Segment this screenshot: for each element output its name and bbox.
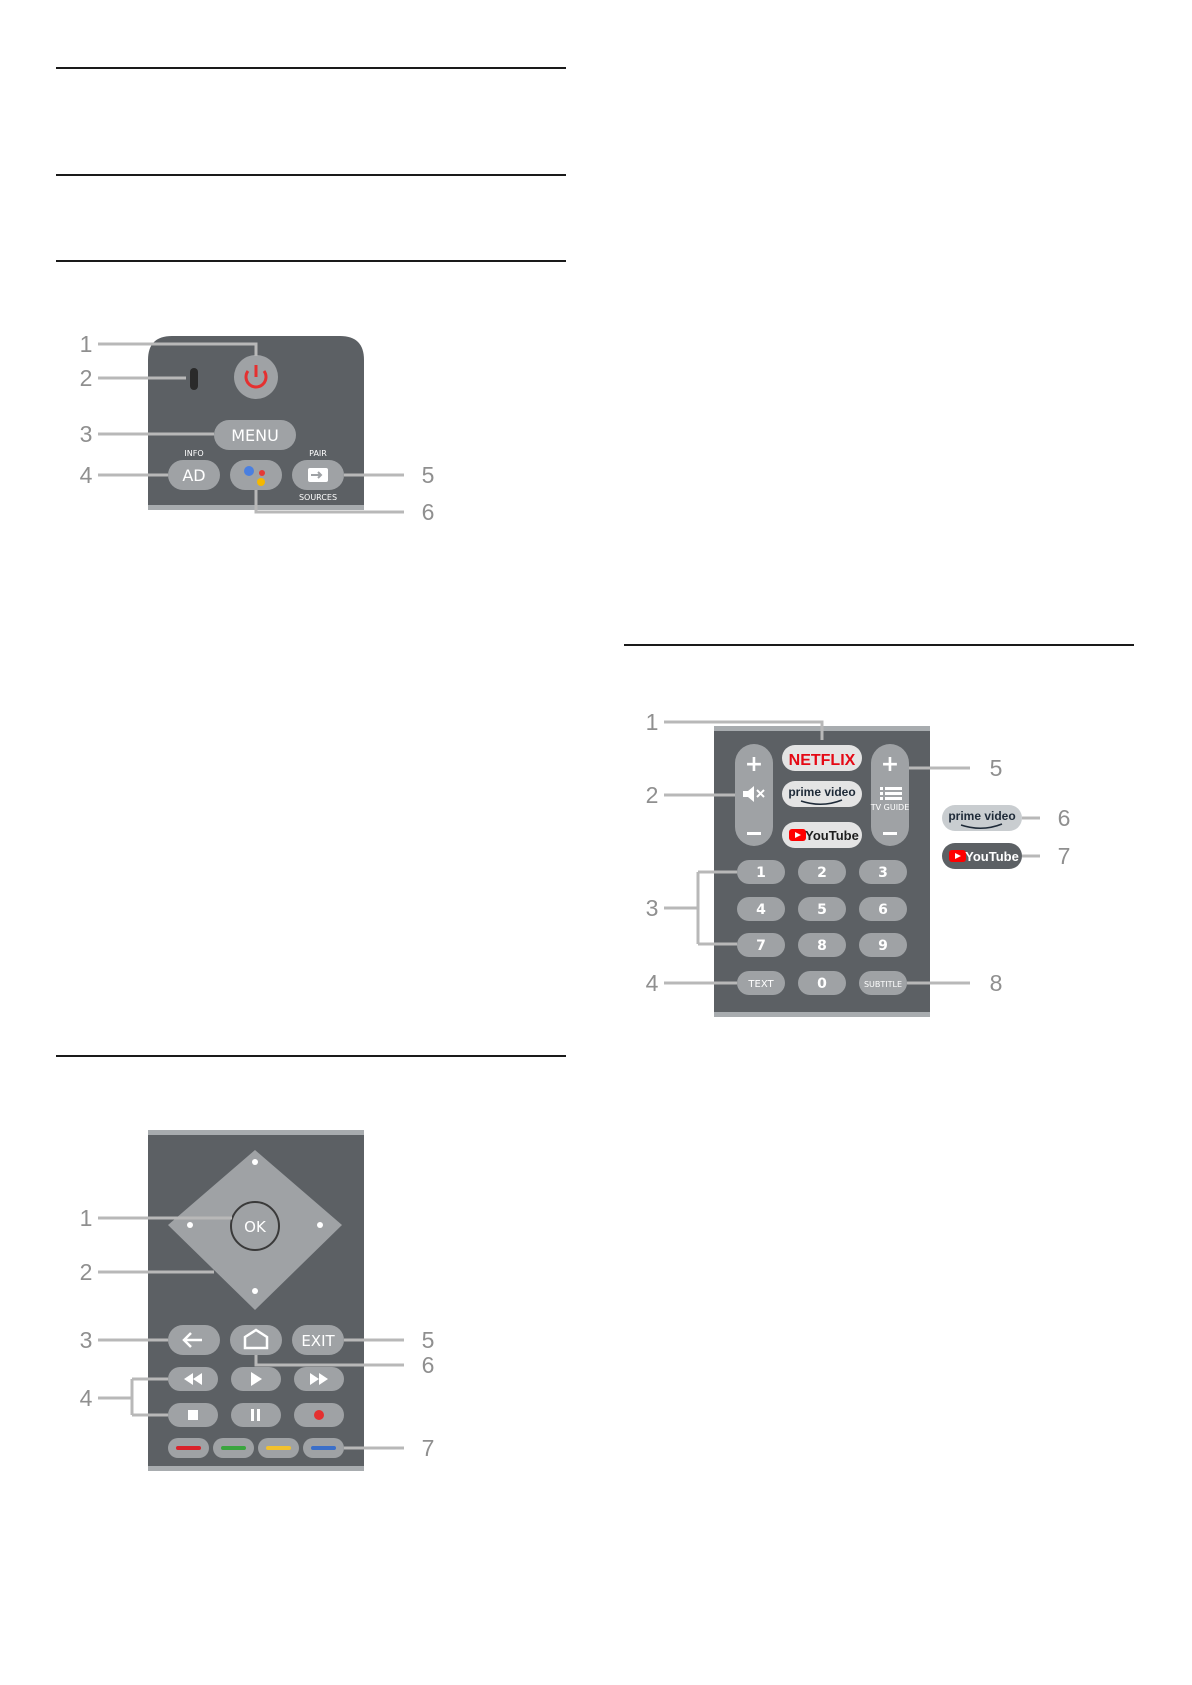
callout-number: 1 — [79, 331, 93, 357]
digit-label: 0 — [817, 976, 827, 992]
digit-label: 1 — [756, 865, 766, 881]
youtube-button[interactable] — [782, 822, 862, 848]
callout-number: 6 — [421, 1352, 435, 1378]
color-key-bar — [221, 1446, 246, 1450]
rewind-button[interactable] — [168, 1367, 218, 1391]
netflix-button[interactable] — [782, 745, 862, 771]
digit-8-button[interactable] — [798, 933, 846, 957]
remote-keypad-edge — [714, 1012, 930, 1017]
fast-forward-button[interactable] — [294, 1367, 344, 1391]
svg-text:+: + — [744, 752, 764, 777]
prime-video-button[interactable] — [782, 781, 862, 807]
color-key-bar — [266, 1446, 291, 1450]
up-arrow-icon — [252, 1159, 258, 1165]
tv-guide-label: TV GUIDE — [870, 803, 910, 812]
digit-label: 7 — [756, 938, 766, 954]
digit-0-button[interactable] — [798, 971, 846, 995]
callout-number: 7 — [421, 1435, 435, 1461]
stop-icon — [188, 1410, 198, 1420]
digit-label: 4 — [756, 902, 766, 918]
play-button[interactable] — [231, 1367, 281, 1391]
youtube-play-icon — [789, 829, 806, 841]
prime-video-logo: prime video — [948, 809, 1016, 823]
exit-label: EXIT — [301, 1332, 335, 1350]
callout-number: 8 — [989, 970, 1003, 996]
remote-nav-edge — [148, 1466, 364, 1471]
power-button[interactable] — [234, 355, 278, 399]
sources-button[interactable] — [292, 460, 344, 490]
stop-button[interactable] — [168, 1403, 218, 1427]
svg-text:+: + — [880, 752, 900, 777]
digit-label: 2 — [817, 865, 827, 881]
color-key-button[interactable] — [258, 1438, 299, 1458]
color-key-button[interactable] — [213, 1438, 254, 1458]
section-rule — [624, 644, 1134, 646]
digit-label: 3 — [878, 865, 888, 881]
remote-nav-diagram — [0, 1100, 600, 1500]
ok-label: OK — [244, 1218, 266, 1236]
callout-number: 4 — [79, 462, 93, 488]
subtitle-label: SUBTITLE — [863, 980, 903, 989]
prime-video-logo-callout — [942, 805, 1022, 831]
youtube-logo-callout — [942, 843, 1022, 869]
digit-5-button[interactable] — [798, 897, 846, 921]
callout-number: 6 — [421, 499, 435, 525]
sources-label: SOURCES — [298, 493, 338, 502]
home-button[interactable] — [230, 1325, 282, 1355]
prime-video-logo: prime video — [788, 785, 856, 799]
callout-number: 1 — [645, 709, 659, 735]
netflix-logo: NETFLIX — [788, 752, 856, 769]
record-icon — [314, 1410, 324, 1420]
volume-rocker[interactable] — [735, 744, 773, 846]
text-button[interactable] — [737, 971, 785, 995]
callout-number: 5 — [421, 1327, 435, 1353]
callout-number: 3 — [79, 1327, 93, 1353]
callout-number: 5 — [989, 755, 1003, 781]
text-label: TEXT — [748, 979, 774, 990]
callout-number: 4 — [79, 1385, 93, 1411]
back-button[interactable] — [168, 1325, 220, 1355]
callout-number: 5 — [421, 462, 435, 488]
digit-label: 9 — [878, 938, 888, 954]
left-arrow-icon — [187, 1222, 193, 1228]
youtube-logo: YouTube — [805, 828, 859, 843]
menu-label: MENU — [231, 426, 279, 445]
digit-6-button[interactable] — [859, 897, 907, 921]
digit-label: 5 — [817, 902, 827, 918]
digit-9-button[interactable] — [859, 933, 907, 957]
remote-keypad-diagram — [600, 680, 1160, 1040]
youtube-play-icon — [949, 850, 966, 862]
sources-icon — [308, 468, 328, 482]
pair-label: PAIR — [309, 449, 327, 458]
digit-3-button[interactable] — [859, 860, 907, 884]
color-key-button[interactable] — [303, 1438, 344, 1458]
info-label: INFO — [184, 449, 204, 458]
callout-number: 2 — [79, 1259, 93, 1285]
callout-number: 2 — [79, 365, 93, 391]
pause-button[interactable] — [231, 1403, 281, 1427]
digit-label: 6 — [878, 902, 888, 918]
right-arrow-icon — [317, 1222, 323, 1228]
callout-number: 3 — [79, 421, 93, 447]
microphone-icon — [190, 368, 198, 390]
google-assistant-button[interactable] — [230, 460, 282, 490]
digit-1-button[interactable] — [737, 860, 785, 884]
digit-2-button[interactable] — [798, 860, 846, 884]
channel-rocker[interactable] — [870, 744, 910, 846]
record-button[interactable] — [294, 1403, 344, 1427]
down-arrow-icon — [252, 1288, 258, 1294]
section-rule — [56, 1055, 566, 1057]
exit-button[interactable] — [292, 1325, 344, 1355]
callout-number: 4 — [645, 970, 659, 996]
digit-label: 8 — [817, 938, 827, 954]
color-key-button[interactable] — [168, 1438, 209, 1458]
digit-7-button[interactable] — [737, 933, 785, 957]
remote-top-diagram — [0, 0, 600, 560]
callout-number: 7 — [1057, 843, 1071, 869]
youtube-logo: YouTube — [965, 849, 1019, 864]
menu-button[interactable] — [214, 420, 296, 450]
callout-number: 1 — [79, 1205, 93, 1231]
remote-nav-edge — [148, 1130, 364, 1135]
color-key-bar — [311, 1446, 336, 1450]
callout-number: 2 — [645, 782, 659, 808]
ok-button[interactable] — [231, 1202, 279, 1250]
callout-number: 6 — [1057, 805, 1071, 831]
subtitle-button[interactable] — [859, 971, 907, 995]
color-key-bar — [176, 1446, 201, 1450]
ad-button[interactable] — [168, 460, 220, 490]
ad-label: AD — [182, 466, 206, 485]
callout-number: 3 — [645, 895, 659, 921]
digit-4-button[interactable] — [737, 897, 785, 921]
